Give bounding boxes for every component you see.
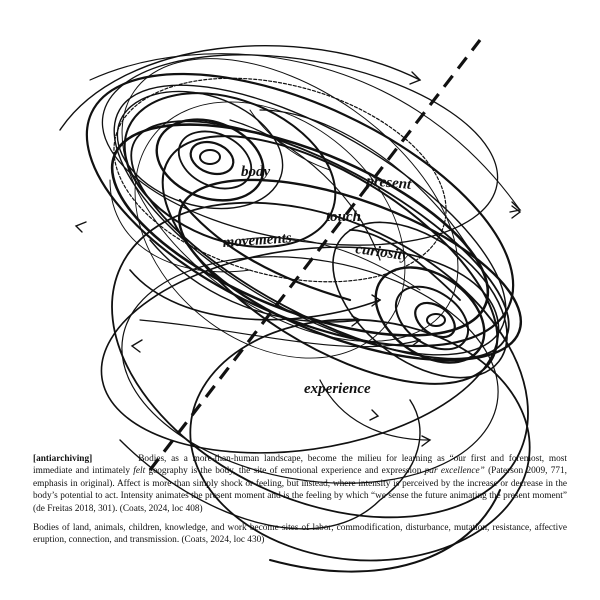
word-movements: movements bbox=[222, 230, 293, 251]
scribble-loop bbox=[74, 32, 545, 408]
paragraph1-text-b: geography is the body, the site of emotional experience and expression bbox=[145, 466, 425, 477]
drawing-words bbox=[222, 164, 413, 397]
word-curiosity: curiosity bbox=[354, 241, 410, 265]
arrowhead bbox=[422, 436, 430, 446]
quote-text-block bbox=[33, 453, 567, 554]
scribble-loop bbox=[200, 150, 220, 164]
paragraph1-par-excellence: par excellence” bbox=[424, 466, 485, 477]
paragraph1-text-c: (Paterson 2009, 771, emphasis in original). Affect is more than simply shock or feeling, but instead, where intensity is perceived by the increase or decrease in the body’s potential to act. Intensity animates the present moment and is the feeling by which “we sense the future animating the present moment” (de Freitas 2018, 301). (Coats, 2024, loc 408) bbox=[33, 466, 567, 514]
paragraph1-text-a: Bodies, as a more-than-human landscape, become the milieu for learning as “our first and foremost, most immediate and intimately bbox=[33, 454, 567, 477]
scribble-loop bbox=[170, 120, 261, 199]
antiarchiving-label: [antiarchiving] bbox=[33, 454, 93, 464]
word-present: present bbox=[365, 173, 412, 193]
scribble-loop bbox=[47, 18, 553, 403]
scribble-loop bbox=[384, 274, 479, 362]
paragraph-bodies-of-land: Bodies of land, animals, children, knowledge, and work become sites of labor, commodification, disturbance, mutation, resistance, affective eruption, connection, and transmission. (Coats, 2024, loc 430) bbox=[33, 523, 567, 546]
paragraph1-felt: felt bbox=[133, 466, 146, 477]
scribble-arc bbox=[180, 200, 350, 300]
word-touch: touch bbox=[326, 209, 362, 225]
paragraph-antiarchiving bbox=[33, 453, 567, 515]
scribble-loop bbox=[409, 296, 461, 344]
scribble-loop bbox=[157, 143, 543, 398]
scribble-loop bbox=[186, 136, 238, 179]
arrowhead bbox=[132, 340, 142, 352]
arrowhead bbox=[370, 410, 378, 420]
word-experience: experience bbox=[304, 381, 371, 397]
arrowhead bbox=[76, 222, 86, 232]
word-body: body bbox=[241, 164, 271, 180]
dashed-diagonal-line bbox=[150, 40, 480, 470]
